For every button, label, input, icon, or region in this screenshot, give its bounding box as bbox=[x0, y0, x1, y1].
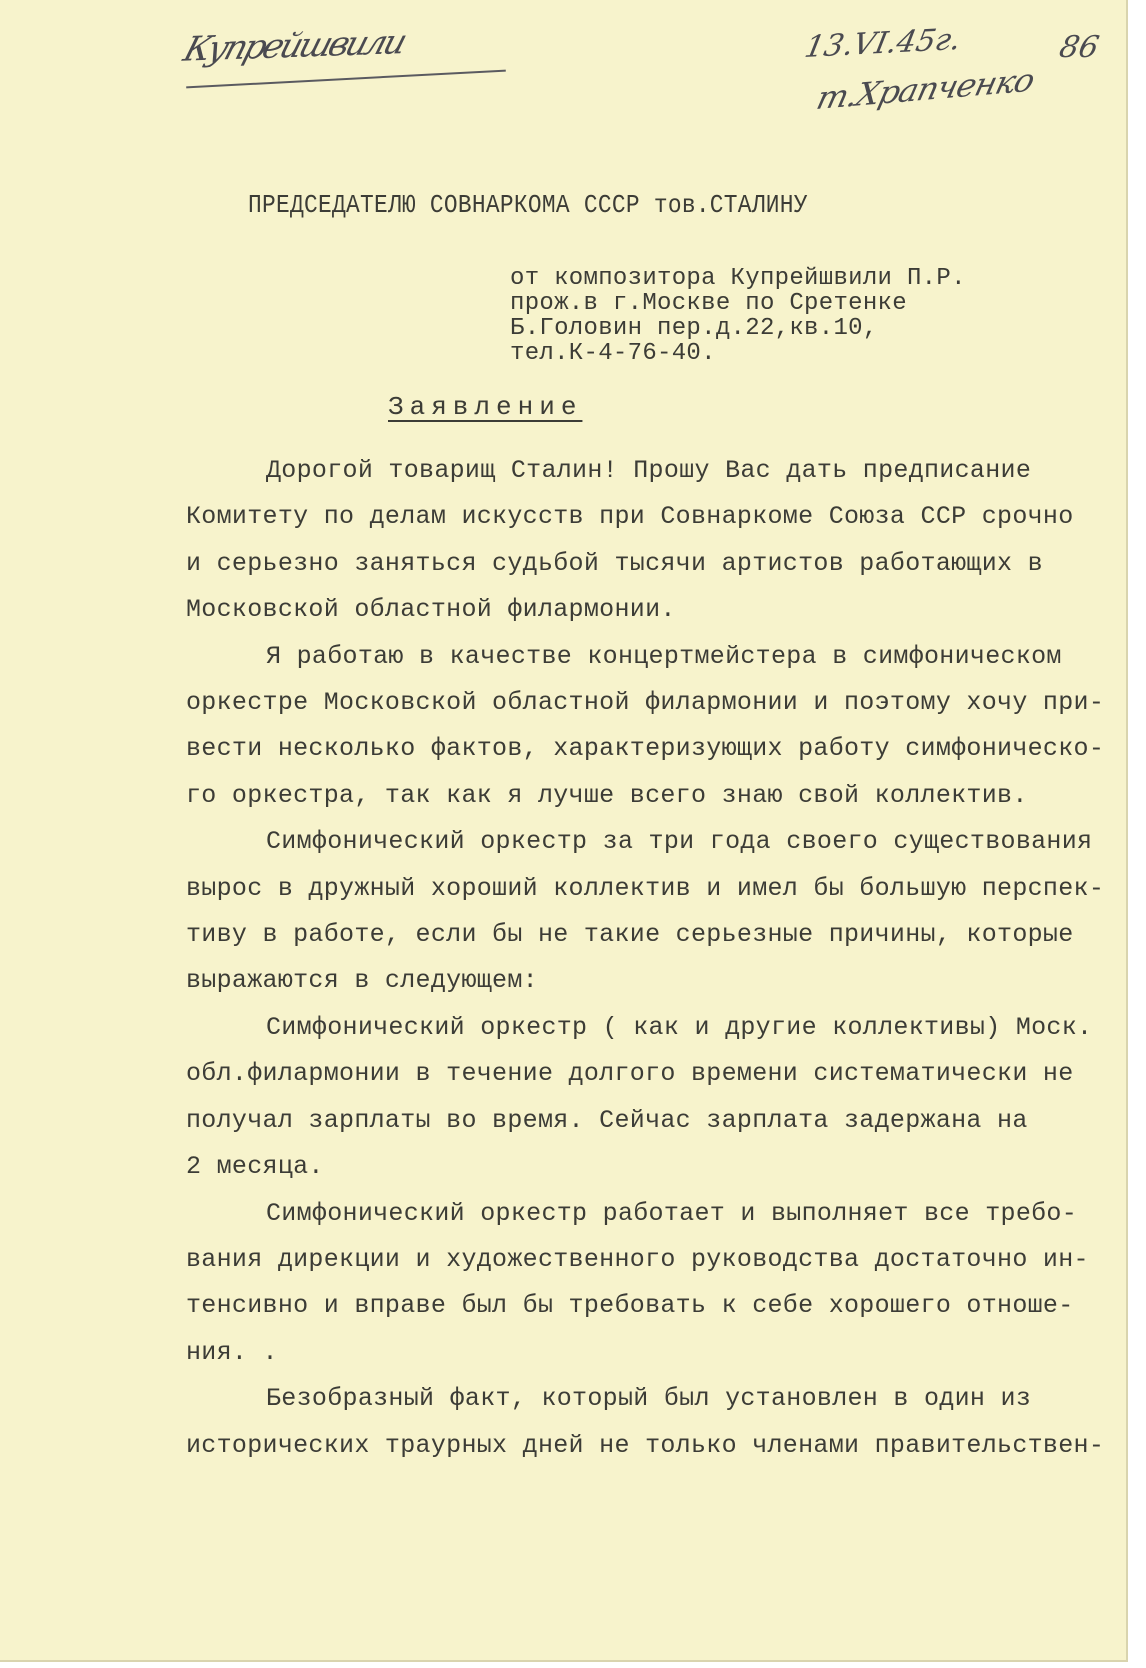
body-line: вырос в дружный хороший коллектив и имел бы большую перспек- bbox=[186, 873, 1105, 903]
handwritten-date: 13.VI.45г. bbox=[801, 22, 964, 65]
body-line: Симфонический оркестр работает и выполняет все требо- bbox=[266, 1198, 1078, 1228]
signature-underline bbox=[186, 70, 506, 89]
body-line: выражаются в следующем: bbox=[186, 966, 538, 996]
body-line: Симфонический оркестр ( как и другие коллективы) Моск. bbox=[266, 1012, 1093, 1042]
sender-line: прож.в г.Москве по Сретенке bbox=[510, 290, 907, 317]
body-line: вести несколько фактов, характеризующих работу симфоническо- bbox=[186, 734, 1105, 764]
sender-line: тел.К-4-76-40. bbox=[510, 340, 716, 367]
body-line: обл.филармонии в течение долгого времени систематически не bbox=[186, 1059, 1074, 1089]
body-line: исторических траурных дней не только членами правительствен- bbox=[186, 1430, 1105, 1460]
statement-title: Заявление bbox=[388, 392, 583, 422]
sender-line: от композитора Купрейшвили П.Р. bbox=[510, 265, 966, 292]
body-line: тенсивно и вправе был бы требовать к себе хорошего отноше- bbox=[186, 1291, 1074, 1321]
body-line: ния. . bbox=[186, 1337, 278, 1367]
body-line: тиву в работе, если бы не такие серьезные причины, которые bbox=[186, 920, 1074, 950]
body-line: и серьезно заняться судьбой тысячи артистов работающих в bbox=[186, 548, 1043, 578]
body-line: Безобразный факт, который был установлен в один из bbox=[266, 1384, 1032, 1414]
statement-body bbox=[186, 448, 1106, 1469]
body-line: Симфонический оркестр за три года своего существования bbox=[266, 827, 1093, 857]
body-line: го оркестра, так как я лучше всего знаю свой коллектив. bbox=[186, 780, 1028, 810]
sender-line: Б.Головин пер.д.22,кв.10, bbox=[510, 315, 878, 342]
body-line: вания дирекции и художественного руководства достаточно ин- bbox=[186, 1244, 1089, 1274]
body-line: Комитету по делам искусств при Совнаркоме Союза ССР срочно bbox=[186, 502, 1074, 532]
body-line: получал зарплаты во время. Сейчас зарплата задержана на bbox=[186, 1105, 1028, 1135]
body-line: 2 месяца. bbox=[186, 1152, 324, 1182]
addressee-heading: ПРЕДСЕДАТЕЛЮ СОВНАРКОМА СССР тов.СТАЛИНУ bbox=[248, 190, 808, 220]
body-line: Московской областной филармонии. bbox=[186, 595, 676, 625]
body-line: Дорогой товарищ Сталин! Прошу Вас дать предписание bbox=[266, 456, 1032, 485]
body-line: оркестре Московской областной филармонии и поэтому хочу при- bbox=[186, 688, 1105, 718]
page-number: 86 bbox=[1056, 30, 1102, 65]
body-line: Я работаю в качестве концертмейстера в симфоническом bbox=[266, 641, 1062, 671]
sender-block bbox=[510, 266, 966, 366]
handwritten-signature: Купрейшвили bbox=[179, 22, 410, 70]
handwritten-name: т.Храпченко bbox=[812, 60, 1038, 118]
